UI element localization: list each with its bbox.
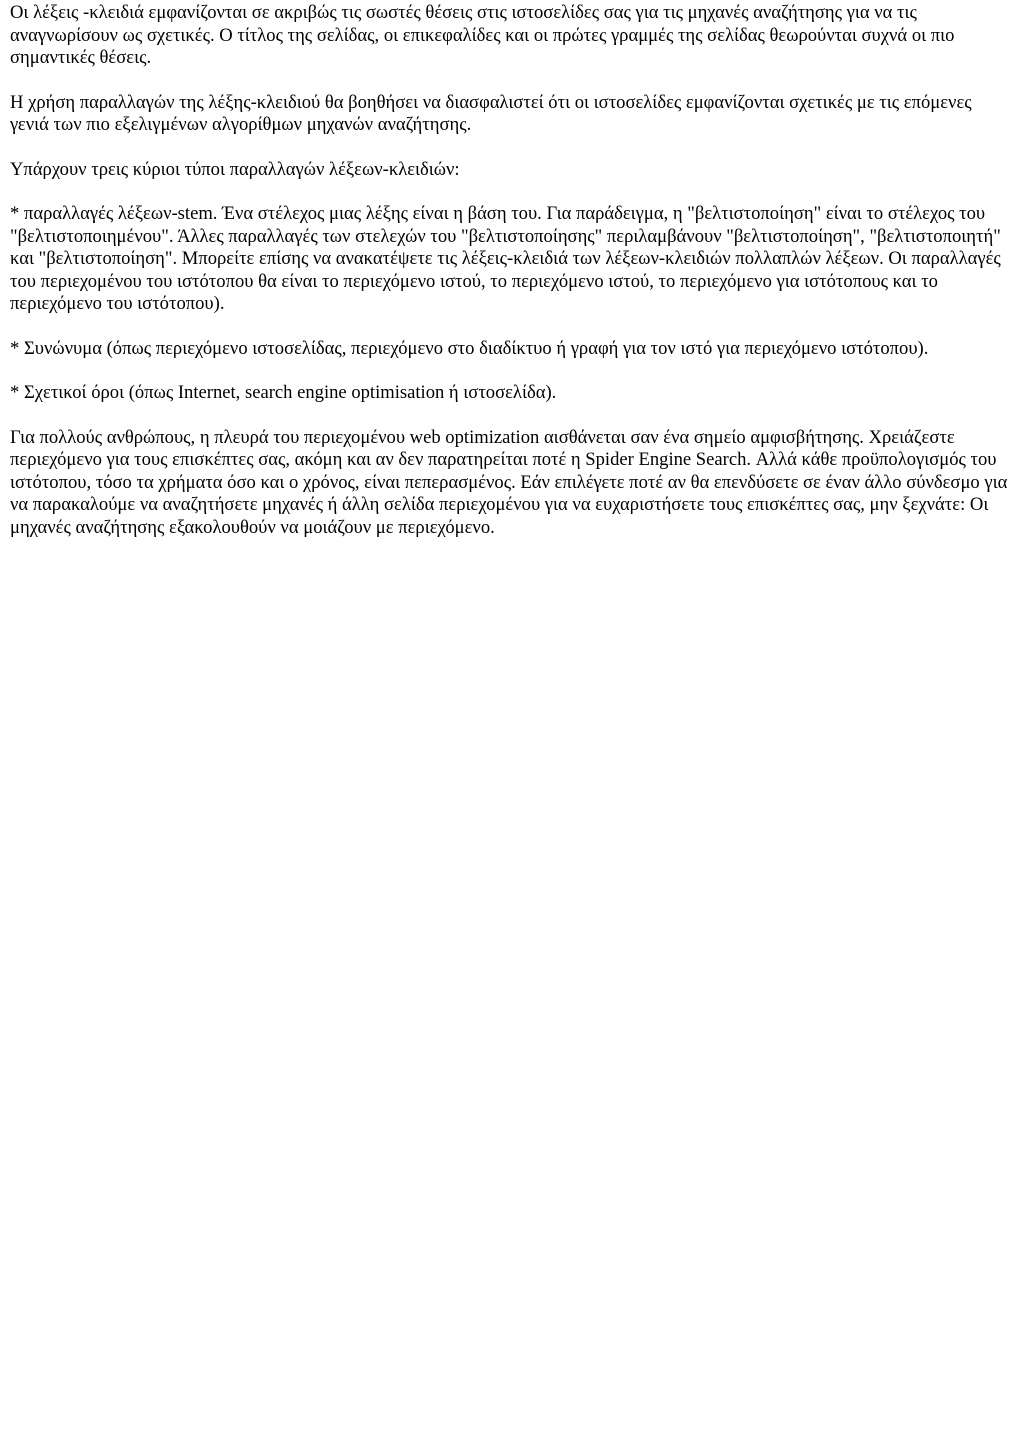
paragraph-keyword-variations: Η χρήση παραλλαγών της λέξης-κλειδιού θα βοηθήσει να διασφαλιστεί ότι οι ιστοσελίδες εμφανίζονται σχετικές με τις επόμενες γενιά των πιο εξελιγμένων αλγορίθμων μηχανών αναζήτησης. <box>10 91 972 135</box>
article-body <box>10 2 1014 539</box>
paragraph-keyword-placement: Οι λέξεις -κλειδιά εμφανίζονται σε ακριβώς τις σωστές θέσεις στις ιστοσελίδες σας για τις μηχανές αναζήτησης για να τις αναγνωρίσουν ως σχετικές. Ο τίτλος της σελίδας, οι επικεφαλίδες και οι πρώτες γραμμές της σελίδας θεωρούνται συχνά οι πιο σημαντικές θέσεις. <box>10 2 955 68</box>
list-item-stem-variations: * παραλλαγές λέξεων-stem. Ένα στέλεχος μιας λέξης είναι η βάση του. Για παράδειγμα, η "βελτιστοποίηση" είναι το στέλεχος του "βελτιστοποιημένου". Άλλες παραλλαγές των στελεχών του "βελτιστοποίησης" περιλαμβάνουν "βελτιστοποίηση", "βελτιστοποιητή" και "βελτιστοποίηση". Μπορείτε επίσης να ανακατέψετε τις λέξεις-κλειδιά των λέξεων-κλειδιών πολλαπλών λέξεων. Οι παραλλαγές του περιεχομένου του ιστότοπου θα είναι το περιεχόμενο ιστού, το περιεχόμενο ιστού, το περιεχόμενο για ιστότοπους και το περιεχόμενο του ιστότοπου). <box>10 203 1001 314</box>
list-item-synonyms: * Συνώνυμα (όπως περιεχόμενο ιστοσελίδας, περιεχόμενο στο διαδίκτυο ή γραφή για τον ιστό για περιεχόμενο ιστότοπου). <box>10 337 929 359</box>
paragraph-variation-types-intro: Υπάρχουν τρεις κύριοι τύποι παραλλαγών λέξεων-κλειδιών: <box>10 158 460 180</box>
list-item-related-terms: * Σχετικοί όροι (όπως Internet, search engine optimisation ή ιστοσελίδα). <box>10 382 557 403</box>
paragraph-content-optimization: Για πολλούς ανθρώπους, η πλευρά του περιεχομένου web optimization αισθάνεται σαν ένα σημείο αμφισβήτησης. Χρειάζεστε περιεχόμενο για τους επισκέπτες σας, ακόμη και αν δεν παρατηρείται ποτέ η Spider Engine Search. Αλλά κάθε προϋπολογισμός του ιστότοπου, τόσο τα χρήματα όσο και ο χρόνος, είναι πεπερασμένος. Εάν επιλέγετε ποτέ αν θα επενδύσετε σε έναν άλλο σύνδεσμο για να παρακαλούμε να αναζητήσετε μηχανές ή άλλη σελίδα περιεχομένου για να ευχαριστήσετε τους επισκέπτες σας, μην ξεχνάτε: Οι μηχανές αναζήτησης εξακολουθούν να μοιάζουν με περιεχόμενο. <box>10 426 1008 538</box>
